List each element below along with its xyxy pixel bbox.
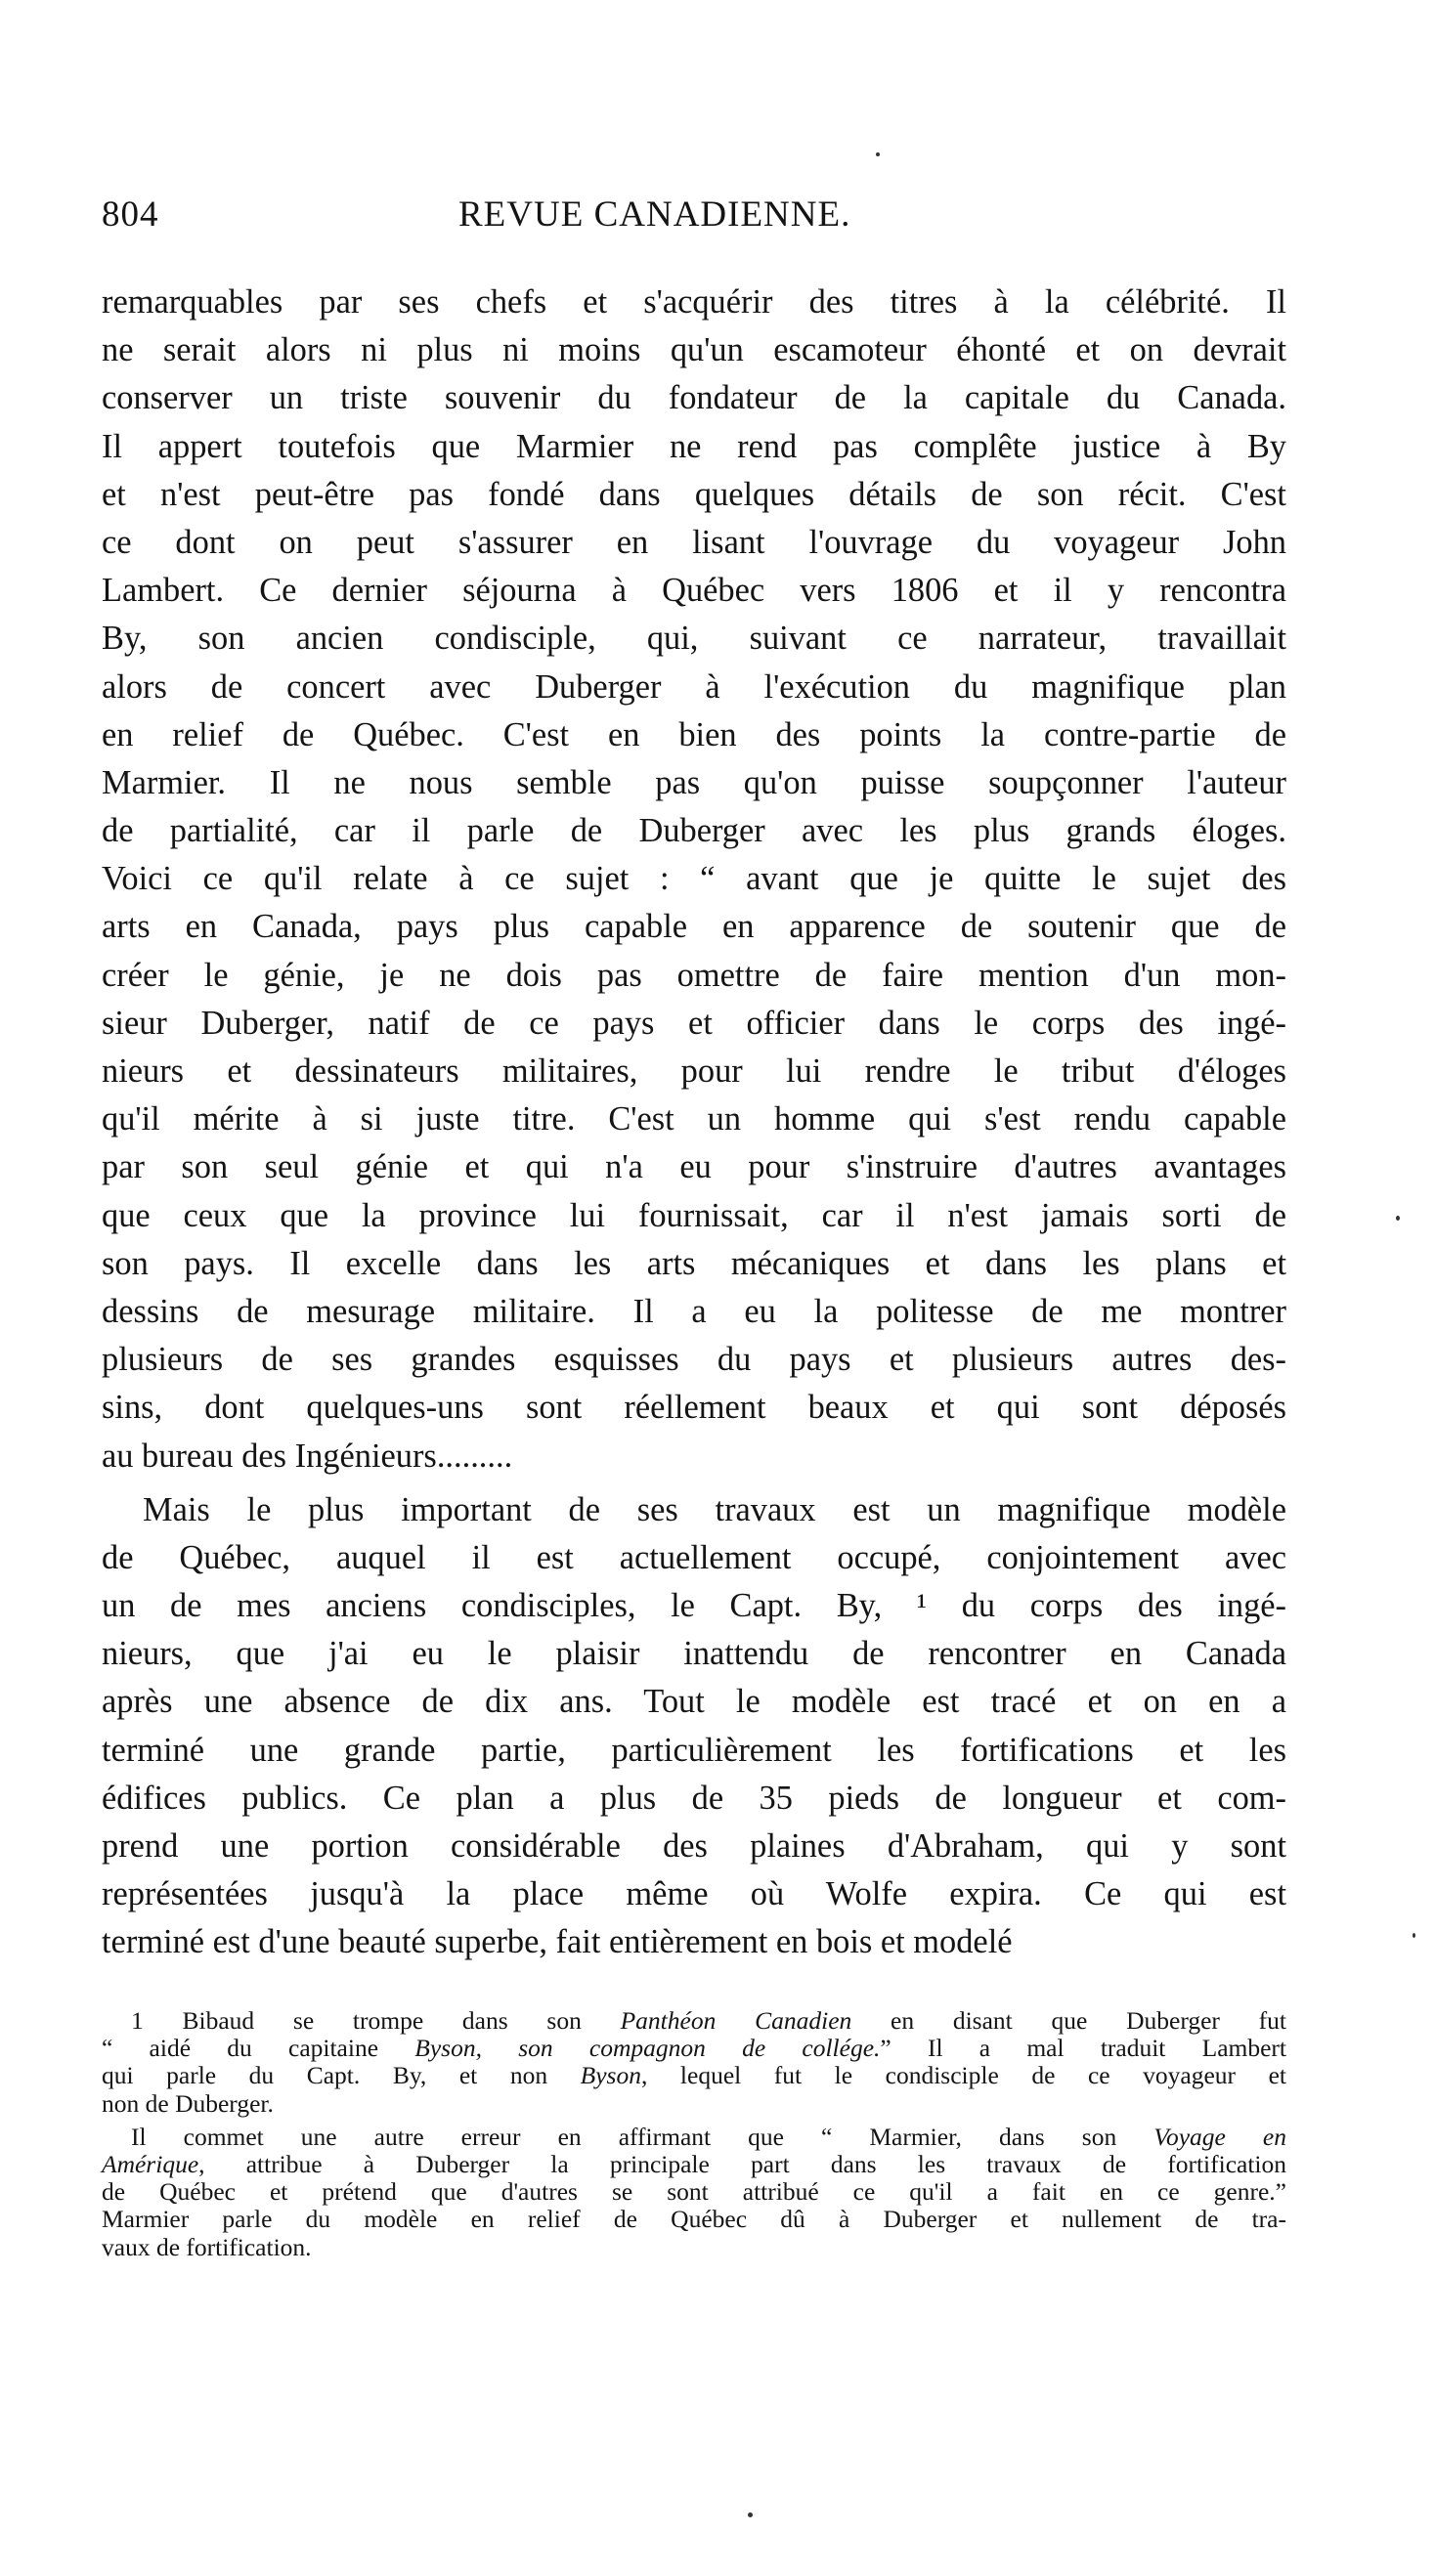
- text-line: au bureau des Ingénieurs.........: [102, 1437, 513, 1475]
- text-line: ce dont on peut s'assurer en lisant l'ouvrage du voyageur John: [102, 523, 1286, 561]
- running-title: REVUE CANADIENNE.: [458, 194, 851, 235]
- page-number: 804: [102, 194, 159, 235]
- text-line: et n'est peut-être pas fondé dans quelques détails de son récit. C'est: [102, 475, 1286, 513]
- text-line: sins, dont quelques-uns sont réellement beaux et qui sont déposés: [102, 1389, 1286, 1427]
- text-line: sieur Duberger, natif de ce pays et officier dans le corps des ingé-: [102, 1004, 1286, 1042]
- cited-work-title: Panthéon Canadien: [620, 2006, 852, 2035]
- main-text: [102, 279, 1286, 1967]
- scan-speck: [876, 152, 880, 156]
- footnote-line: Marmier parle du modèle en relief de Québec dû à Duberger et nullement de tra-: [102, 2205, 1286, 2234]
- text-line: Il appert toutefois que Marmier ne rend pas complête justice à By: [102, 427, 1286, 465]
- paragraph-2: [102, 1486, 1286, 1967]
- text-line: dessins de mesurage militaire. Il a eu la politesse de me montrer: [102, 1292, 1286, 1330]
- text-line: terminé est d'une beauté superbe, fait entièrement en bois et modelé: [102, 1923, 1013, 1961]
- scan-speck: [1396, 1216, 1400, 1221]
- text-line: en relief de Québec. C'est en bien des points la contre-partie de: [102, 715, 1286, 753]
- text-line: de partialité, car il parle de Duberger avec les plus grands éloges.: [102, 812, 1286, 850]
- page-header: [102, 193, 1286, 246]
- text-line: plusieurs de ses grandes esquisses du pays et plusieurs autres des-: [102, 1341, 1286, 1379]
- text-line: qu'il mérite à si juste titre. C'est un homme qui s'est rendu capable: [102, 1100, 1286, 1138]
- text-line: Voici ce qu'il relate à ce sujet : “ avant que je quitte le sujet des: [102, 860, 1286, 898]
- text-line: prend une portion considérable des plaines d'Abraham, qui y sont: [102, 1827, 1286, 1865]
- text-line: édifices publics. Ce plan a plus de 35 pieds de longueur et com-: [102, 1779, 1286, 1817]
- footnote-2: [102, 2124, 1286, 2261]
- footnotes: [102, 2007, 1286, 2261]
- text-line: créer le génie, je ne dois pas omettre de faire mention d'un mon-: [102, 956, 1286, 994]
- text-line: remarquables par ses chefs et s'acquérir des titres à la célébrité. Il: [102, 283, 1286, 321]
- footnote-1: [102, 2007, 1286, 2118]
- cited-work-title: Voyage en: [1153, 2122, 1286, 2151]
- quoted-name: Byson, son compagnon de collége.: [414, 2034, 881, 2063]
- paragraph-1: [102, 279, 1286, 1481]
- footnote-line: “ aidé du capitaine Byson, son compagnon de collége.” Il a mal traduit Lambert: [102, 2034, 1286, 2063]
- text-line: nieurs, que j'ai eu le plaisir inattendu de rencontrer en Canada: [102, 1635, 1286, 1673]
- text-line: Marmier. Il ne nous semble pas qu'on puisse soupçonner l'auteur: [102, 763, 1286, 801]
- text-line: son pays. Il excelle dans les arts mécaniques et dans les plans et: [102, 1244, 1286, 1282]
- scan-speck: [748, 2512, 753, 2517]
- quoted-name: Byson: [580, 2061, 641, 2090]
- scan-speck: [1413, 1933, 1415, 1938]
- text-line: par son seul génie et qui n'a eu pour s'instruire d'autres avantages: [102, 1148, 1286, 1186]
- text-line: représentées jusqu'à la place même où Wolfe expira. Ce qui est: [102, 1875, 1286, 1913]
- footnote-marker: 1: [131, 2006, 144, 2035]
- text-line: Mais le plus important de ses travaux est un magnifique modèle: [143, 1490, 1286, 1528]
- footnote-line: non de Duberger.: [102, 2088, 274, 2118]
- text-line: conserver un triste souvenir du fondateur de la capitale du Canada.: [102, 379, 1286, 417]
- text-line: de Québec, auquel il est actuellement occupé, conjointement avec: [102, 1538, 1286, 1576]
- footnote-line: de Québec et prétend que d'autres se sont attribué ce qu'il a fait en ce genre.”: [102, 2177, 1286, 2207]
- cited-work-title: Amérique: [102, 2149, 199, 2178]
- text-line: By, son ancien condisciple, qui, suivant ce narrateur, travaillait: [102, 620, 1286, 658]
- text-line: après une absence de dix ans. Tout le modèle est tracé et on en a: [102, 1683, 1286, 1721]
- footnote-line: Il commet une autre erreur en affirmant que “ Marmier, dans son Voyage en: [131, 2122, 1286, 2151]
- text-line: alors de concert avec Duberger à l'exécution du magnifique plan: [102, 667, 1286, 706]
- text-line: nieurs et dessinateurs militaires, pour lui rendre le tribut d'éloges: [102, 1052, 1286, 1090]
- text-line: terminé une grande partie, particulièrement les fortifications et les: [102, 1731, 1286, 1769]
- text-line: arts en Canada, pays plus capable en apparence de soutenir que de: [102, 908, 1286, 946]
- footnote-line: qui parle du Capt. By, et non Byson, lequel fut le condisciple de ce voyageur et: [102, 2061, 1287, 2090]
- text-line: que ceux que la province lui fournissait, car il n'est jamais sorti de: [102, 1196, 1286, 1234]
- text-line: Lambert. Ce dernier séjourna à Québec vers 1806 et il y rencontra: [102, 572, 1286, 610]
- footnote-line: 1 Bibaud se trompe dans son Panthéon Canadien en disant que Duberger fut: [131, 2006, 1287, 2035]
- text-line: ne serait alors ni plus ni moins qu'un escamoteur éhonté et on devrait: [102, 331, 1286, 369]
- footnote-line: Amérique, attribue à Duberger la principale part dans les travaux de fortification: [102, 2149, 1286, 2178]
- footnote-line: vaux de fortification.: [102, 2232, 312, 2261]
- text-line: un de mes anciens condisciples, le Capt. By, ¹ du corps des ingé-: [102, 1587, 1286, 1625]
